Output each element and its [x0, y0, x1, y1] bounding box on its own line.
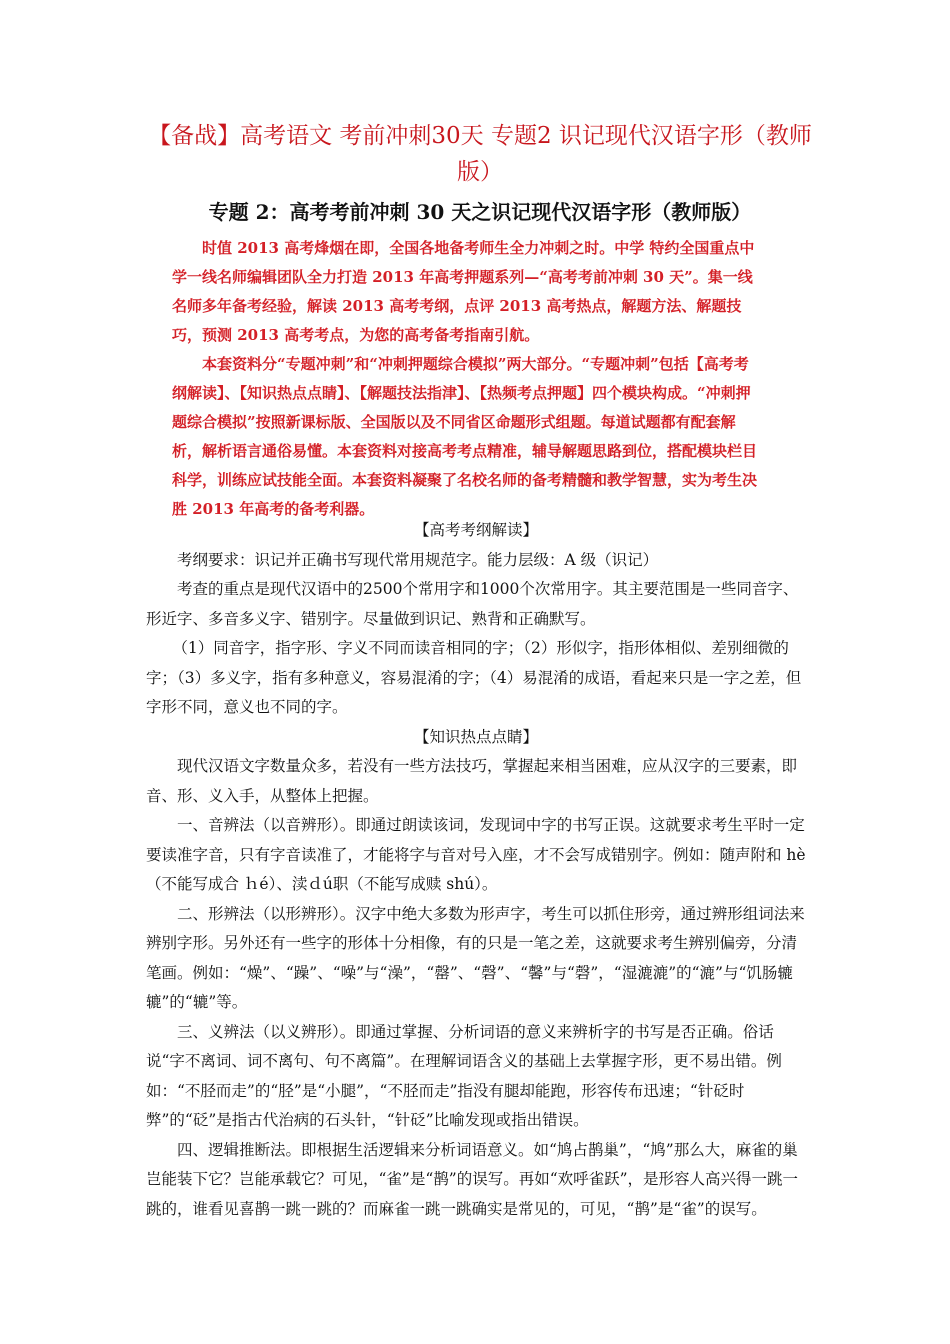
topic-subtitle: 专题 2：高考考前冲刺 30 天之识记现代汉语字形（教师版）	[208, 200, 752, 224]
intro-paragraph-1: 时值 2013 高考烽烟在即，全国各地备考师生全力冲刺之时。中学 特约全国重点中学一线名师编辑团队全力打造 2013 年高考押题系列—“高考考前冲刺 30 天”。集一线名师多年备考经验，解读 2013 高考考纲，点评 2013 高考热点，解题方法、解题技巧，预测 2013 高考考点，为您的高考备考指南引航。	[172, 239, 755, 344]
knowledge-paragraph-4: 三、义辨法（以义辨形）。即通过掌握、分析词语的意义来辨析字的书写是否正确。俗话说“字不离词、词不离句、句不离篇”。在理解词语含义的基础上去掌握字形，更不易出错。例如：“不胫而走”的“胫”是“小腿”，“不胫而走”指没有腿却能跑，形容传布迅速；“针砭时弊”的“砭”是指古代治病的石头针，“针砭”比喻发现或指出错误。	[146, 1022, 782, 1129]
intro-paragraph-2: 本套资料分“专题冲刺”和“冲刺押题综合模拟”两大部分。“专题冲刺”包括【高考考纲解读】、【知识热点点睛】、【解题技法指津】、【热频考点押题】四个模块构成。“冲刺押题综合模拟”按照新课标版、全国版以及不同省区命题形式组题。每道试题都有配套解析，解析语言通俗易懂。本套资料对接高考考点精准，辅导解题思路到位，搭配模块栏目科学，训练应试技能全面。本套资料凝聚了名校名师的备考精髓和教学智慧，实为考生决胜 2013 年高考的备考利器。	[172, 355, 758, 518]
document-title: 【备战】高考语文 考前冲刺30天 专题2 识记现代汉语字形（教师版）	[148, 123, 812, 185]
knowledge-paragraph-2: 一、音辨法（以音辨形）。即通过朗读该词，发现词中字的书写正误。这就要求考生平时一定要读准字音，只有字音读准了，才能将字与音对号入座，才不会写成错别字。例如：随声附和 hè（不能写成合 ｈé）、渎ｄú职（不能写成赎 shú）。	[146, 816, 806, 893]
knowledge-paragraph-3: 二、形辨法（以形辨形）。汉字中绝大多数为形声字，考生可以抓住形旁，通过辨形组词法来辨别字形。另外还有一些字的形体十分相像，有的只是一笔之差，这就要求考生辨别偏旁，分清笔画。例如：“燥”、“躁”、“噪”与“澡”，“罄”、“磬”、“馨”与“磬”，“湿漉漉”的“漉”与“饥肠辘辘”的“辘”等。	[146, 904, 805, 1011]
section-heading-knowledge: 【知识热点点睛】	[413, 727, 538, 746]
promo-intro	[172, 234, 762, 524]
document-body	[146, 516, 806, 1224]
outline-paragraph-3: （1）同音字，指字形、字义不同而读音相同的字；（2）形似字，指形体相似、差别细微的字；（3）多义字，指有多种意义，容易混淆的字；（4）易混淆的成语，看起来只是一字之差，但字形不同，意义也不同的字。	[146, 639, 802, 716]
knowledge-paragraph-1: 现代汉语文字数量众多，若没有一些方法技巧，掌握起来相当困难，应从汉字的三要素，即音、形、义入手，从整体上把握。	[146, 757, 798, 805]
knowledge-paragraph-5: 四、逻辑推断法。即根据生活逻辑来分析词语意义。如“鸠占鹊巢”，“鸠”那么大，麻雀的巢岂能装下它？岂能承载它？可见，“雀”是“鹊”的误写。再如“欢呼雀跃”，是形容人高兴得一跳一跳的，谁看见喜鹊一跳一跳的？而麻雀一跳一跳确实是常见的，可见，“鹊”是“雀”的误写。	[146, 1140, 799, 1218]
outline-paragraph-2: 考查的重点是现代汉语中的2500个常用字和1000个次常用字。其主要范围是一些同音字、形近字、多音多义字、错别字。尽量做到识记、熟背和正确默写。	[146, 580, 799, 628]
section-heading-outline: 【高考考纲解读】	[413, 521, 538, 539]
outline-paragraph-1: 考纲要求：识记并正确书写现代常用规范字。能力层级：A 级（识记）	[177, 550, 659, 569]
